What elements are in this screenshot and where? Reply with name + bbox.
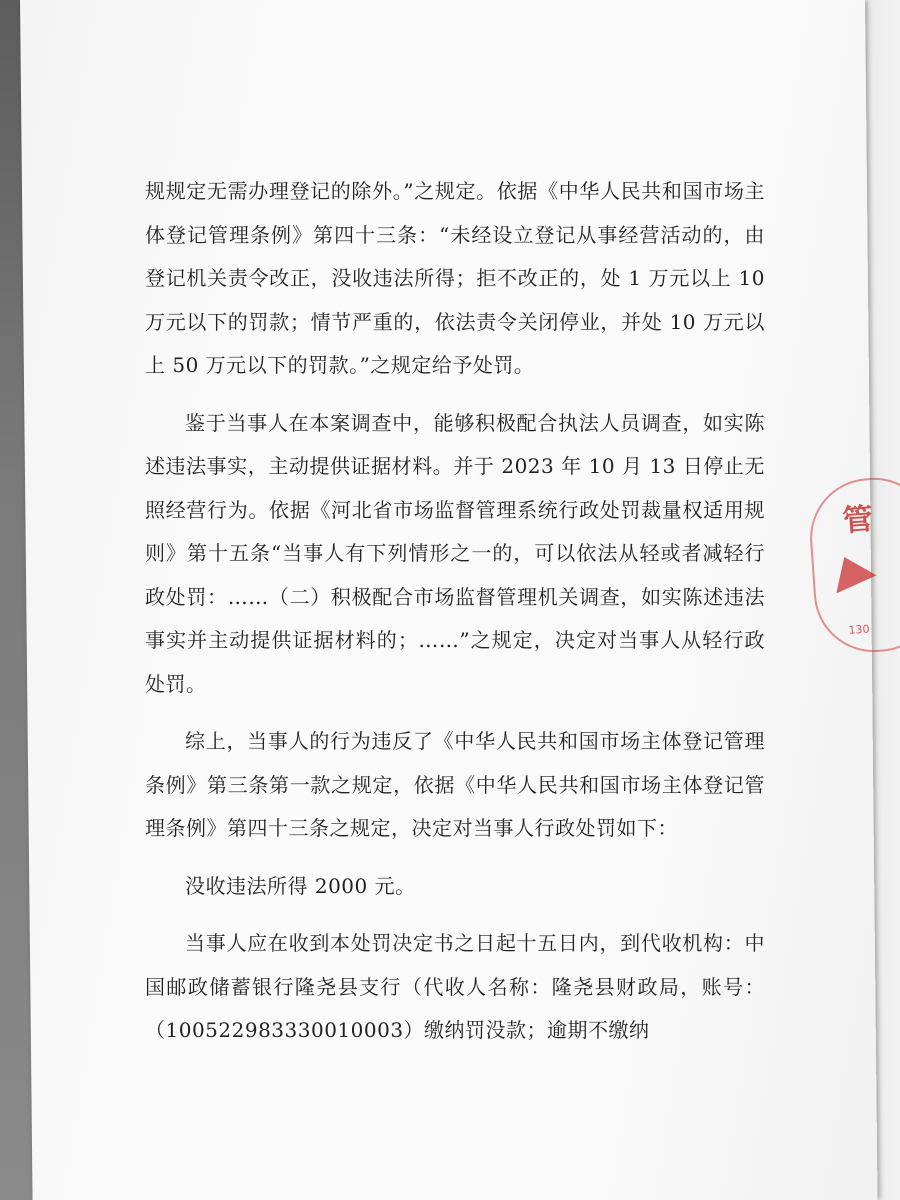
seal-number: 130 bbox=[848, 622, 870, 637]
seal-star-icon bbox=[824, 548, 876, 593]
document-body bbox=[145, 170, 765, 1053]
paragraph-penalty: 没收违法所得 2000 元。 bbox=[185, 873, 416, 898]
paragraph-summary: 综上，当事人的行为违反了《中华人民共和国市场主体登记管理条例》第三条第一款之规定，依据《中华人民共和国市场主体登记管理条例》第四十三条之规定，决定对当事人行政处罚如下： bbox=[145, 729, 765, 840]
paragraph-continuation: 规规定无需办理登记的除外。”之规定。依据《中华人民共和国市场主体登记管理条例》第四十三条：“未经设立登记从事经营活动的，由登记机关责令改正，没收违法所得；拒不改正的，处 1 万元以上 10 万元以下的罚款；情节严重的，依法责令关闭停业，并处 10 万元以上 50 万元以下的罚款。”之规定给予处罚。 bbox=[145, 179, 765, 377]
seal-character: 管 bbox=[841, 502, 875, 540]
paragraph-mitigation: 鉴于当事人在本案调查中，能够积极配合执法人员调查，如实陈述违法事实，主动提供证据材料。并于 2023 年 10 月 13 日停止无照经营行为。依据《河北省市场监督管理系统行政处罚裁量权适用规则》第十五条“当事人有下列情形之一的，可以依法从轻或者减轻行政处罚：……（二）积极配合市场监督管理机关调查，如实陈述违法事实并主动提供证据材料的；……”之规定，决定对当事人从轻行政处罚。 bbox=[145, 410, 765, 696]
paragraph-payment: 当事人应在收到本处罚决定书之日起十五日内，到代收机构：中国邮政储蓄银行隆尧县支行（代收人名称：隆尧县财政局，账号：（100522983330010003）缴纳罚没款；逾期不缴纳 bbox=[145, 931, 765, 1042]
